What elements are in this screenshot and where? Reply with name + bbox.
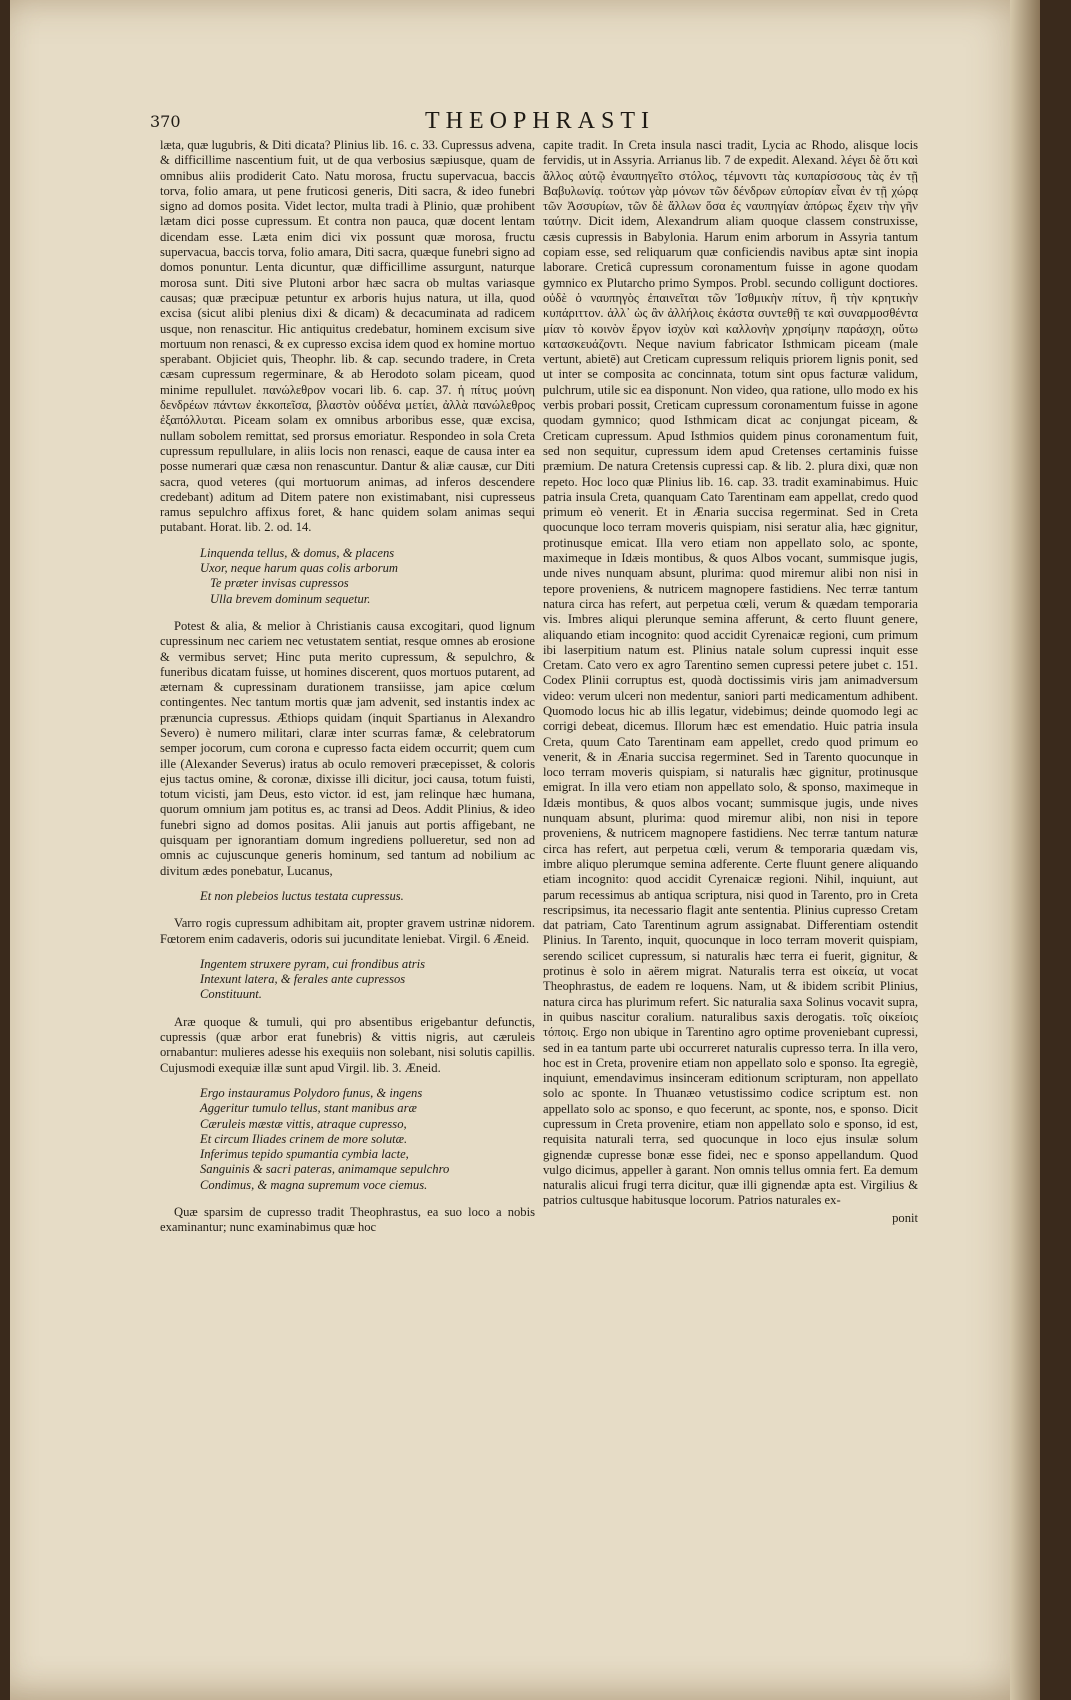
verse-line: Ingentem struxere pyram, cui frondibus atris xyxy=(200,956,426,971)
catchword: ponit xyxy=(892,1210,918,1225)
book-page xyxy=(10,0,1040,1700)
paragraph: Varro rogis cupressum adhibitam ait, propter gravem ustrinæ nidorem. Fœtorem enim cadaveris, odoris sui jucunditate leniebat. Virgil. 6 Æneid. xyxy=(160,916,535,946)
verse-quote-horace xyxy=(200,546,535,607)
verse-line: Ergo instauramus Polydoro funus, & ingens xyxy=(200,1085,423,1100)
verse-line: Inferimus tepido spumantia cymbia lacte, xyxy=(200,1147,409,1162)
page-gutter-edge xyxy=(1010,0,1040,1700)
verse-line: Te præter invisas cupressos xyxy=(210,576,349,591)
verse-line: Cæruleis mæstæ vittis, atraque cupresso, xyxy=(200,1116,407,1131)
verse-line: Et circum Iliades crinem de more solutæ. xyxy=(200,1131,408,1146)
paragraph: capite tradit. In Creta insula nasci tradit, Lycia ac Rhodo, alisque locis fervidis, ut in Assyria. Arrianus lib. 7 de expedit. Alexand. λέγει δὲ ὅτι καὶ ἄλλος αὐτῷ ἐναυπηγεῖτο στόλος, τέμνοντι τὰς κυπαρίσσους τὰς ἐν τῇ Βαβυλωνίᾳ. τούτων γὰρ μόνων τῶν δένδρων εὐπορίαν εἶναι ἐν τῇ χώρᾳ τῶν Ἀσσυρίων, τῶν δὲ ἄλλων ὅσα ἐς ναυπηγίαν ἀπόρως ἔχειν τὴν γῆν ταύτην. Dicit idem, Alexandrum aliam quoque classem construxisse, cæsis cupressis in Babylonia. Harum enim arborum in Assyria tantum copiam esse, sed reliquarum quæ conficiendis navibus aptæ sint inopia laborare. Creticâ cupressum coronamentum fuisse in agone quodam gymnico ex Plutarcho primo Sympos. Probl. secundo colligunt doctiores. οὐδὲ ὁ ναυπηγὸς ἐπαινεῖται τῶν Ἰσθμικὴν πίτυν, ἢ τὴν κρητικὴν κυπάριττον. ἀλλ᾽ ὡς ἂν ἀλλήλοις ἐκάστα συντεθῇ τε καὶ συναρμοσθέντα μίαν τὸ κοινὸν ἔργον ἰσχὺν καὶ καλλονὴν χρησίμην παράσχη, οὕτω κατασκευάζοντι. Neque navium fabricator Isthmicam piceam (male vertunt, abietē) aut Creticam cupressum reliquis priorem lignis ponit, sed ut inter se composita ac concinnata, totum sint opus facturæ validum, pulchrum, utile sic ea disponunt. Non video, qua ratione, ullo modo ex his verbis probari possit, Creticam cupressum coronamentum fuisse in agone quodam gymnico; quod Isthmicam dicat ac conjungat piceam, & Creticam cupressum. Apud Isthmios quidem pinus coronamentum fuit, sed non sequitur, cupressum idem apud Cretenses certaminis fuisse præmium. De natura Cretensis cupressi cap. & lib. 2. plura dixi, quæ non repeto. Hoc loco quæ Plinius lib. 16. cap. 33. tradit examinabimus. Huic patria insula Creta, quanquam Cato Tarentinam eam appellat, credo quod primum eò venerit. Et in Ænaria succisa regerminat. Sed in Creta quocunque loco terram moveris quispiam, nisi seratur alia, hæc gignitur, protinusque emicat. Illa vero etiam non appellato solo, ac sponte, maximeque in Idæis montibus, & quos Albos vocant, summisque jugis, unde nives nunquam absunt, plurima: quod miremur alibi non nisi in tepore proveniens, & nutricem magnopere fastidiens. Nec terræ tantum natura circa has refert, aut perpetua cœli, verum & quædam temporaria vis. Imbres aliqui plerunque semina afferunt, & certo fluunt genere, aliquando etiam incognito: quod accidit Cyrenaicæ regioni, cum primum ibi laserpitium natum est. Plinius natale solum cupressi inquit esse Cretam. Cato vero ex agro Tarentino semen cupressi petere jubet c. 151. Codex Plinii corruptus est, quodà doctissimis viris jam animadversum video: verum ulceri non medentur, saniori parti medicamentum adhibent. Quomodo locus hic ab illis legatur, videbimus; deinde quomodo legi ac corrigi debeat, dicemus. Illorum hæc est emendatio. Huic patria insula Creta, quum Cato Tarentinam eam appellet, credo quod primum eo venerit, & in Ænaria succisa regerminet. Sed in Tarento quocunque in loco terram moveris quispiam, si naturalis hæc gignitur, protinusque emigrat. In illa vero etiam non appellato solo, & sponso, maximeque in Idæis montibus, & quos albos vocant; summisque jugis, unde nives nunquam absunt, plurima: quod miremur alibi, non nisi in tepore proveniens, & nutricem magnopere fastidiens. Nec terræ tantum naturæ circa has refert, aut perpetua cœli, verum & temporaria quædam vis, imbre aliquo plerumque semina adferente. Certe fluunt genere aliquando etiam incognito: quod accidit Cyrenaicæ regioni. Nihil, inquiunt, aut parum recessimus ab antiqua scriptura, nisi quod in Tarento, pro in Creta rescripsimus, ita necessario flagit ante sententia. Plinius cupresso Cretam dat patriam, Cato Tarentinum agrum assignabat. Differentiam ostendit Plinius. In Tarento, inquit, quocunque in loco terram moverit quispiam, serendo scilicet cupressum, si naturalis hæc terra ei fuerit, gignitur, & protinus è solo in aërem migrat. Naturalis terra est οἰκεία, ut vocat Theophrastus, de eadem re loquens. Nam, ut & ibidem scribit Plinius, natura circa has plurimum refert. Sic naturalia saxa Solinus vocavit supra, in quibus nascitur coralium. naturalibus saxis derogatis. τοῖς οἰκείοις τόποις. Ergo non ubique in Tarentino agro optime proveniebant cupressi, sed in ea tantum parte ubi occurreret naturalis cupresso terra. In illa vero, hoc est in Creta, provenire etiam non appellato solo e sponso. Ita egregiè, inquiunt, emendavimus insinceram editionum scripturam, non appellato solo ac sponte. In Thuanæo vetustissimo codice scriptum est. non appellato solo ac sponso, e quo fecerunt, ac sponte, nos, e sponso. Dicit cupressum in Creta provenire, etiam non appellato solo e sponso, id est, requisita naturali terra, sed quocunque in loco ejus insulæ solum gignendæ cupresse bonæ esse fidei, nec e sponso appellandum. Quod vulgo dicimus, appeller à garant. Non omnis tellus omnia fert. Ea demum naturalis alicui frugi terra dicitur, quæ illi gignendæ apta est. Virgilius & patrios cultusque habitusque locorum. Patrios naturales ex- xyxy=(543,138,918,1208)
verse-line: Et non plebeios luctus testata cupressus. xyxy=(200,888,404,903)
paragraph: Quæ sparsim de cupresso tradit Theophrastus, ea suo loco a nobis examinantur; nunc examinabimus quæ hoc xyxy=(160,1205,535,1235)
verse-line: Sanguinis & sacri pateras, animamque sepulchro xyxy=(200,1162,450,1177)
paragraph: Potest & alia, & melior à Christianis causa excogitari, quod lignum cupressinum nec cariem nec vetustatem sentiat, resque omnes ab erosione & vermibus servet; Hinc puta merito cupressum, & sepulchro, & funeribus dicatam fuisse, ut homines discerent, quos mortuos putarent, ad æternam & cupressinam durationem transiisse, jam apice cœlum contingentes. Nec tantum mortis quæ jam advenit, sed instantis index ac prænuncia cupressus. Æthiops quidam (inquit Spartianus in Alexandro Severo) è numero militari, claræ inter scurras famæ, & celebratorum semper jocorum, cum corona e cupresso facta eidem occurrit; quem cum ille (Alexander Severus) iratus ab oculo removeri præcepisset, & coloris ejus tactus omine, & coronæ, dixisse illi dicitur, joci causa, totum fuisti, totum vicisti, jam Deus, esto victor. id est, jam relinque hæc humana, quorum omnium jam potitus es, ac transi ad Deos. Addit Plinius, & ideo funebri signo ad domos positas. Alii januis aut portis affigebant, ne quisquam per ignorantiam domum ingrediens pollueretur, sed non ad omnis ac cujuscunque generis hominum, sed tantum ad nobilium ac divitum ædes ponebatur, Lucanus, xyxy=(160,618,535,878)
verse-quote-virgil-3 xyxy=(200,1086,535,1193)
verse-line: Aggeritur tumulo tellus, stant manibus aræ xyxy=(200,1101,417,1116)
page-header xyxy=(150,108,930,136)
verse-line: Linquenda tellus, & domus, & placens xyxy=(200,545,395,560)
verse-quote-lucan xyxy=(200,889,535,904)
paragraph: læta, quæ lugubris, & Diti dicata? Plinius lib. 16. c. 33. Cupressus advena, & difficillime nascentium fuit, ut de qua verbosius sæpiusque, quam de omnibus aliis prodiderit Cato. Natu morosa, fructu supervacua, baccis torva, folio amara, ut pene fruticosi generis, Diti sacra, & ideo funebri signo ad domos posita. Videt lector, multa tradi à Plinio, quæ prohibent lætam dici posse cupressum. Et contra non pauca, quæ docent lentam dicendam esse. Læta enim dici vix possunt quæ morosa, fructu supervacua, baccis torva, folio amara, Diti sacra, quæque funebri signo ad domos ponuntur. Lenta dicuntur, quæ difficillime assurgunt, naturque morosa sunt. Diti sive Plutoni arbor hæc sacra ob multas variasque causas; quæ præcipuæ petuntur ex arboris hujus natura, ut illa, quod excisa (sicut alibi plenius dixi & dicam) & decacuminata ad radicem usque, non renascitur. Hic antiquitus credebatur, hominem excisum sive mortuum non renasci, & ex cupresso excisa idem quod ex homine mortuo sperabant. Objiciet quis, Theophr. lib. & cap. secundo tradere, in Creta cæsam cupressum regerminare, & ab Herodoto solam piceam, quod minime repullulet. πανώλεθρον vocari lib. 6. cap. 37. ἡ πίτυς μούνη δενδρέων πάντων ἐκκοπεῖσα, βλαστὸν οὐδένα μετίει, ἀλλὰ πανώλεθρος ἐξαπόλλυται. Piceam solam ex omnibus arboribus esse, quæ excisa, nullam sobolem remittat, sed prorsus emoriatur. Respondeo in sola Creta cupressum repullulare, in aliis locis non renasci, eaque de causa inter ea posse numerari quæ cæsa non renascuntur. Dantur & aliæ causæ, cur Diti sacra, quod veteres (qui mortuorum animas, ad inferos descendere credebant) aditum ad Ditem patere non existimabant, nisi cupresseus ramus sepulchro affixus foret, & hanc quidem solam animas sequi putabant. Horat. lib. 2. od. 14. xyxy=(160,138,535,535)
verse-line: Intexunt latera, & ferales ante cupressos xyxy=(200,972,406,987)
verse-line: Ulla brevem dominum sequetur. xyxy=(210,591,371,606)
left-column xyxy=(160,138,535,1238)
running-title: THEOPHRASTI xyxy=(424,108,655,134)
paragraph: Aræ quoque & tumuli, qui pro absentibus erigebantur defunctis, cupressis (quæ arbor erat funebris) & vittis nigris, aut cæruleis ornabantur: mulieres adesse his exequiis non solebant, nisi solutis capillis. Cujusmodi exequiæ illæ sunt apud Virgil. lib. 3. Æneid. xyxy=(160,1014,535,1075)
verse-quote-virgil-6 xyxy=(200,957,535,1003)
verse-line: Constituunt. xyxy=(200,987,262,1002)
page-number: 370 xyxy=(150,112,181,131)
verse-line: Condimus, & magna supremum voce ciemus. xyxy=(200,1177,428,1192)
right-column xyxy=(543,138,918,1226)
verse-line: Uxor, neque harum quas colis arborum xyxy=(200,561,398,576)
